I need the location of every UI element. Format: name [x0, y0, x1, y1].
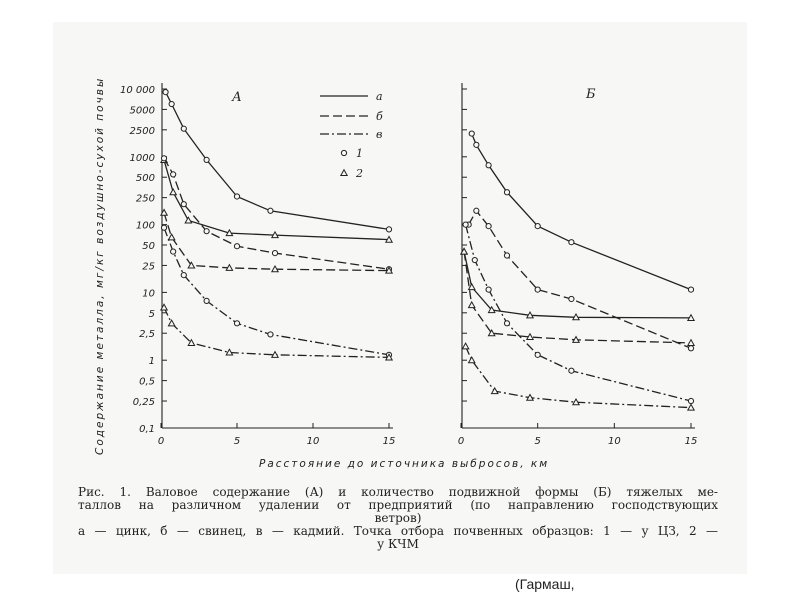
y-tick-label: 10 — [142, 288, 155, 300]
x-tick-label: 10 — [306, 436, 320, 447]
caption-line-1: Рис. 1. Валовое содержание (А) и количество подвижной формы (Б) тяжелых ме- — [78, 485, 718, 499]
data-point-circle — [181, 202, 186, 207]
data-point-circle — [268, 332, 273, 337]
y-tick-label: 0,5 — [139, 376, 155, 388]
data-point-triangle — [168, 234, 174, 240]
data-point-triangle — [168, 320, 174, 326]
x-tick-label: 0 — [457, 436, 465, 447]
legend-marker-triangle — [341, 170, 347, 176]
caption-line-4: а — цинк, б — свинец, в — кадмий. Точка отбора почвенных образцов: 1 — у ЦЗ, 2 — — [78, 524, 718, 538]
data-point-circle — [569, 240, 574, 245]
data-point-circle — [535, 352, 540, 357]
data-point-triangle — [469, 357, 475, 363]
y-tick-label: 5000 — [129, 105, 155, 117]
data-point-circle — [486, 287, 491, 292]
data-point-triangle — [469, 302, 475, 308]
series-line-a-1 — [166, 92, 389, 229]
y-tick-labels — [120, 85, 155, 435]
panel-a-series — [161, 90, 392, 360]
legend-label-a: а — [376, 90, 383, 103]
x-axis-title: Расстояние до источника выбросов, км — [259, 458, 550, 470]
series-line-v-2 — [466, 346, 691, 407]
series-line-a-1 — [472, 134, 691, 290]
y-tick-label: 2,5 — [139, 329, 155, 341]
y-tick-label: 2500 — [129, 125, 155, 137]
x-tick-label: 5 — [534, 436, 541, 447]
y-tick-label: 5 — [148, 308, 155, 320]
data-point-circle — [463, 222, 468, 227]
caption-line-3: ветров) — [374, 511, 422, 525]
y-tick-label: 10 000 — [120, 85, 155, 96]
data-point-circle — [204, 298, 209, 303]
data-point-circle — [161, 156, 166, 161]
data-point-circle — [504, 321, 509, 326]
data-point-circle — [474, 208, 479, 213]
panel-b-axes — [461, 83, 695, 428]
data-point-triangle — [688, 404, 694, 410]
data-point-triangle — [469, 284, 475, 290]
data-point-circle — [504, 253, 509, 258]
legend — [320, 90, 383, 180]
data-point-circle — [688, 287, 693, 292]
data-point-circle — [474, 142, 479, 147]
data-point-circle — [486, 224, 491, 229]
panel-a-title: А — [232, 90, 242, 105]
data-point-circle — [504, 190, 509, 195]
caption-line-5: у КЧМ — [377, 537, 419, 551]
y-tick-label: 100 — [135, 220, 155, 232]
data-point-circle — [472, 257, 477, 262]
data-point-triangle — [462, 343, 468, 349]
y-axis-title: Содержание металла, мг/кг воздушно-сухой почвы — [94, 76, 106, 455]
data-point-circle — [171, 249, 176, 254]
y-tick-label: 0,1 — [139, 424, 155, 435]
data-point-triangle — [170, 189, 176, 195]
data-point-circle — [234, 244, 239, 249]
caption-line-2: таллов на различном удалении от предприятий (по направлению господствующих — [78, 498, 718, 512]
data-point-circle — [268, 208, 273, 213]
legend-label-v: в — [376, 128, 383, 141]
data-point-circle — [486, 163, 491, 168]
series-line-b-2 — [464, 252, 691, 343]
x-tick-label: 0 — [157, 436, 165, 447]
data-point-circle — [272, 250, 277, 255]
y-tick-label: 50 — [142, 241, 155, 253]
figure-caption — [78, 486, 718, 551]
series-line-v-2 — [164, 307, 389, 357]
x-tick-label: 5 — [233, 436, 241, 447]
data-point-triangle — [688, 340, 694, 346]
x-tick-label: 15 — [684, 436, 698, 447]
data-point-circle — [163, 90, 168, 95]
y-tick-label: 0,25 — [132, 397, 155, 409]
data-point-circle — [181, 126, 186, 131]
panel-b-series — [461, 131, 694, 410]
x-tick-label: 10 — [607, 436, 621, 447]
y-tick-label: 25 — [142, 261, 155, 273]
panel-a-axes — [161, 83, 393, 428]
y-tick-label: 250 — [135, 193, 155, 205]
legend-label-b: б — [376, 110, 383, 123]
data-point-circle — [171, 172, 176, 177]
data-point-circle — [181, 272, 186, 277]
data-point-circle — [688, 398, 693, 403]
data-point-triangle — [185, 217, 191, 223]
y-tick-label: 500 — [135, 173, 155, 185]
series-line-v-1 — [164, 228, 389, 355]
x-tick-labels — [158, 436, 698, 447]
data-point-circle — [234, 194, 239, 199]
data-point-circle — [204, 157, 209, 162]
x-tick-label: 15 — [382, 436, 396, 447]
legend-label-2: 2 — [356, 167, 363, 180]
data-point-circle — [688, 346, 693, 351]
y-tick-label: 1000 — [129, 152, 155, 164]
data-point-circle — [169, 101, 174, 106]
data-point-circle — [535, 287, 540, 292]
data-point-triangle — [492, 388, 498, 394]
source-reference: (Гармаш, — [515, 576, 575, 592]
data-point-circle — [386, 227, 391, 232]
data-point-circle — [535, 224, 540, 229]
data-point-circle — [234, 321, 239, 326]
legend-label-1: 1 — [356, 147, 363, 160]
data-point-circle — [469, 131, 474, 136]
series-line-b-1 — [469, 211, 691, 348]
data-point-circle — [161, 225, 166, 230]
panel-b-title: Б — [586, 87, 596, 102]
series-line-v-1 — [466, 225, 691, 401]
data-point-circle — [569, 296, 574, 301]
legend-marker-circle — [341, 150, 346, 155]
data-point-circle — [204, 229, 209, 234]
y-tick-label: 1 — [148, 356, 155, 368]
data-point-circle — [569, 368, 574, 373]
